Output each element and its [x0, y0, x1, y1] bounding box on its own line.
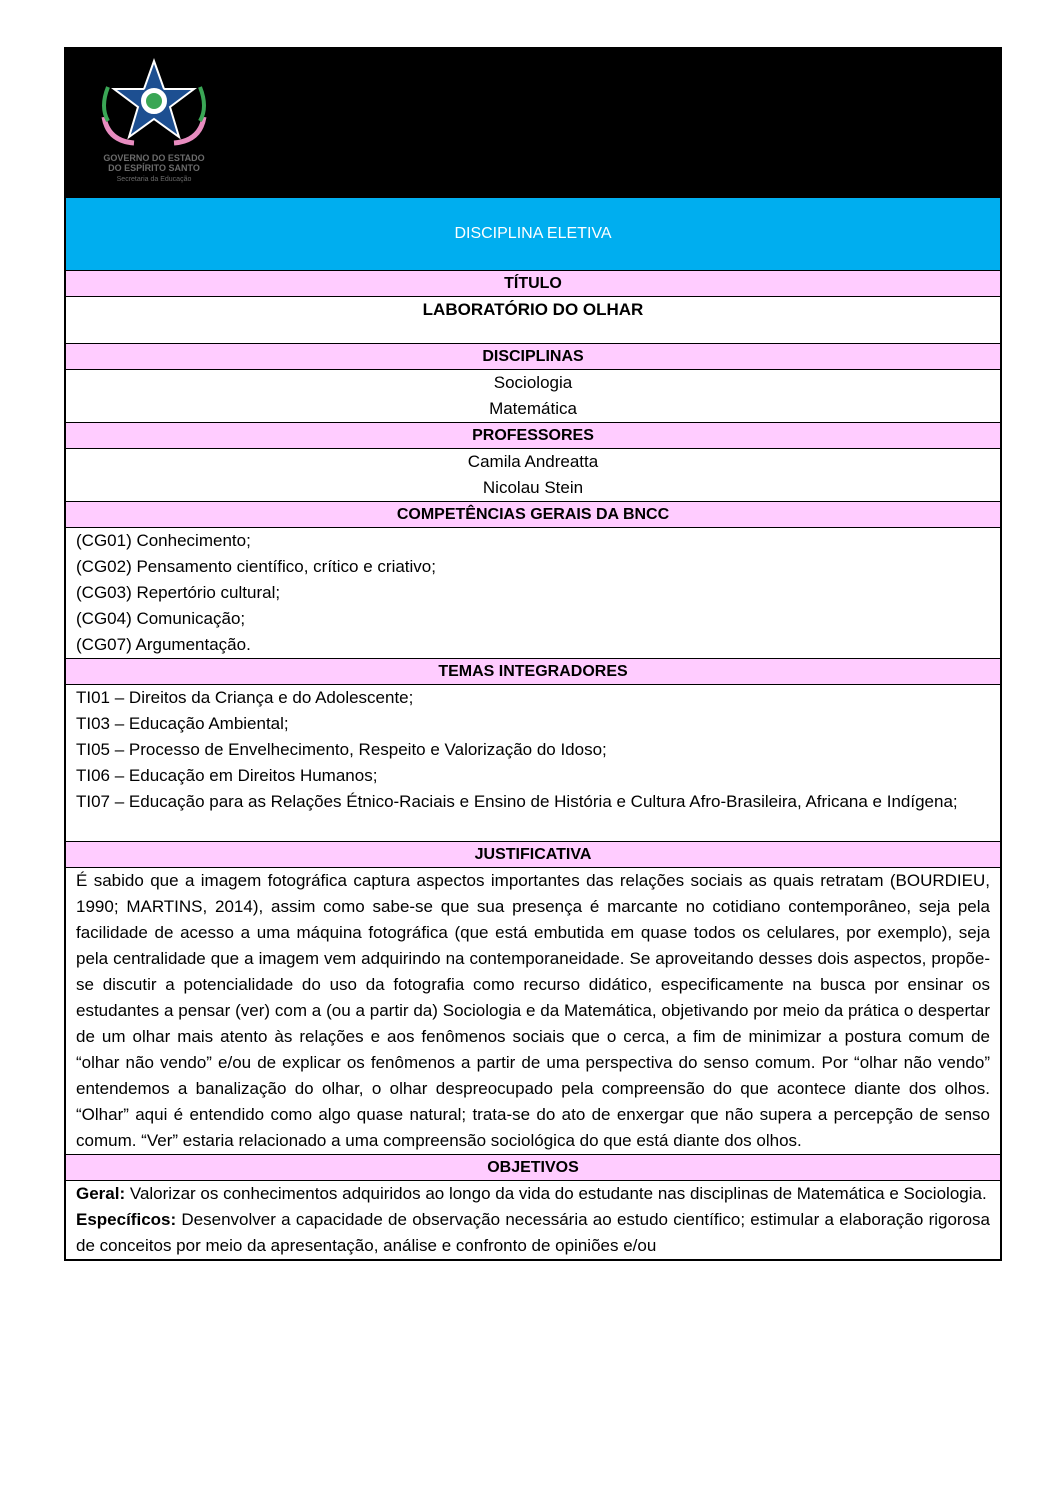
competencias-heading: COMPETÊNCIAS GERAIS DA BNCC: [66, 501, 1000, 528]
professor-item: Nicolau Stein: [482, 478, 584, 497]
objetivo-especificos: [66, 1207, 1000, 1259]
tema-item: TI01 – Direitos da Criança e do Adolescente;: [76, 688, 414, 707]
competencia-item: (CG01) Conhecimento;: [76, 531, 251, 550]
tema-item: TI07 – Educação para as Relações Étnico-Raciais e Ensino de História e Cultura Afro-Brasileira, Africana e Indígena;: [76, 792, 958, 811]
document-table: [64, 47, 1002, 1261]
justificativa-heading: JUSTIFICATIVA: [66, 841, 1000, 868]
logo-line-1: GOVERNO DO ESTADO: [103, 153, 205, 163]
professor-item: Camila Andreatta: [467, 452, 599, 471]
professores-heading: PROFESSORES: [66, 422, 1000, 449]
competencia-item: (CG07) Argumentação.: [76, 635, 251, 654]
header-black-band: [66, 49, 1000, 198]
logo-line-3: Secretaria da Educação: [116, 176, 192, 183]
tema-item: TI05 – Processo de Envelhecimento, Respeito e Valorização do Idoso;: [76, 740, 607, 759]
temas-heading: TEMAS INTEGRADORES: [66, 658, 1000, 685]
disciplina-item: Sociologia: [493, 373, 573, 392]
competencia-item: (CG02) Pensamento científico, crítico e criativo;: [76, 557, 436, 576]
competencia-item: (CG03) Repertório cultural;: [76, 583, 281, 602]
logo-line-2: DO ESPÍRITO SANTO: [108, 163, 200, 173]
tema-item: TI03 – Educação Ambiental;: [76, 714, 289, 733]
competencia-item: (CG04) Comunicação;: [76, 609, 246, 628]
disciplina-eletiva-band: DISCIPLINA ELETIVA: [66, 198, 1000, 271]
disciplinas-heading: DISCIPLINAS: [66, 343, 1000, 370]
tema-item: TI06 – Educação em Direitos Humanos;: [76, 766, 378, 785]
objetivo-geral-text: Valorizar os conhecimentos adquiridos ao longo da vida do estudante nas disciplinas de Matemática e Sociologia.: [125, 1184, 987, 1203]
disciplina-item: Matemática: [489, 399, 577, 418]
titulo-heading: TÍTULO: [66, 271, 1000, 297]
objetivo-especificos-text: Desenvolver a capacidade de observação necessária ao estudo científico; estimular a elaboração rigorosa de conceitos por meio da apresentação, análise e confronto de opiniões e/ou: [76, 1210, 990, 1255]
objetivos-heading: OBJETIVOS: [66, 1154, 1000, 1181]
objetivo-geral: [66, 1181, 1000, 1207]
justificativa-text: É sabido que a imagem fotográfica captura aspectos importantes das relações sociais as quais retratam (BOURDIEU, 1990; MARTINS, 2014), assim como sabe-se que sua presença é marcante no cotidiano contemporâneo, seja pela facilidade de acesso a uma máquina fotográfica (que está embutida em quase todos os celulares, por exemplo), seja pela centralidade que a imagem vem adquirindo na contemporaneidade. Se aproveitando desses dois aspectos, propõe-se discutir a potencialidade do uso da fotografia como recurso didático, especificamente na busca por ensinar os estudantes a pensar (ver) com a (ou a partir da) Sociologia e da Matemática, objetivando por meio da prática o despertar de um olhar mais atento às relações e aos fenômenos sociais que o cerca, a fim de minimizar a postura comum de “olhar não vendo” e/ou de explicar os fenômenos a partir de uma perspectiva do senso comum. Por “olhar não vendo” entendemos a banalização do olhar, o olhar despreocupado pela compreensão do que acontece diante dos olhos. “Olhar” aqui é entendido como algo quase natural; trata-se do ato de enxergar que não supera a percepção de senso comum. “Ver” estaria relacionado a uma compreensão sociológica do que está diante dos olhos.: [76, 871, 990, 1150]
objetivo-especificos-label: Específicos:: [76, 1210, 177, 1229]
state-coat-of-arms-logo: [94, 57, 214, 187]
titulo-value: LABORATÓRIO DO OLHAR: [422, 300, 644, 319]
objetivo-geral-label: Geral:: [76, 1184, 126, 1203]
coat-of-arms-icon: [94, 57, 214, 149]
